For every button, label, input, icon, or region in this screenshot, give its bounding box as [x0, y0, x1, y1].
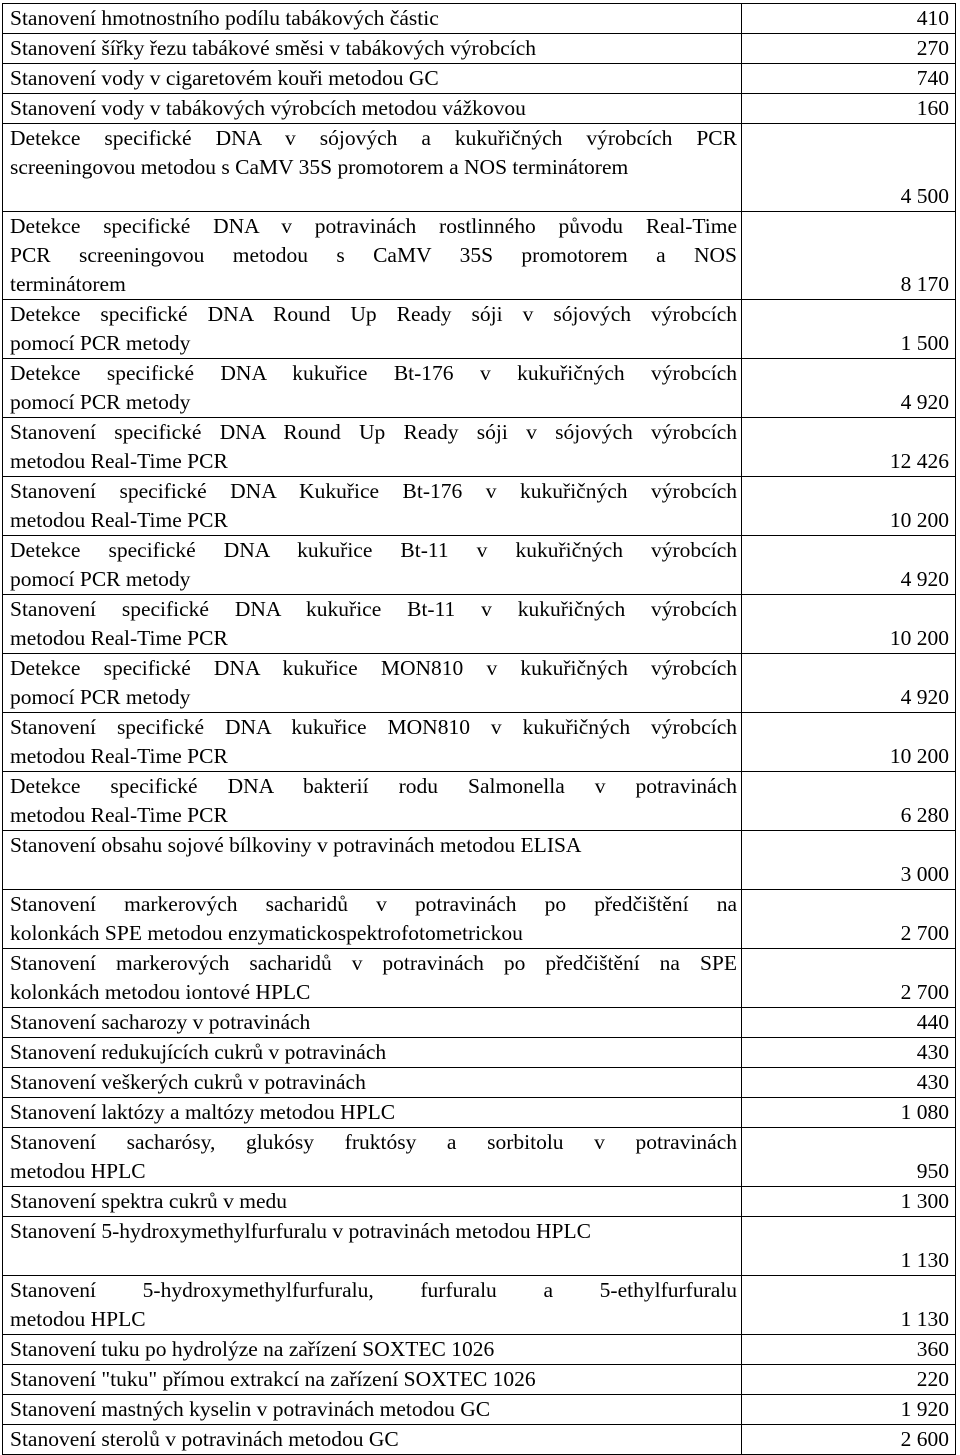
- table-row: [3, 536, 956, 595]
- table-row: [3, 1365, 956, 1395]
- service-name: Stanovení obsahu sojové bílkoviny v potravinách metodou ELISA: [3, 831, 742, 890]
- service-price: 8 170: [742, 212, 956, 300]
- table-row: [3, 1395, 956, 1425]
- table-row: [3, 1128, 956, 1187]
- service-name: Detekce specifické DNA Round Up Ready sóji v sójových výrobcích pomocí PCR metody: [3, 300, 742, 359]
- service-price: 4 500: [742, 124, 956, 212]
- service-price: 4 920: [742, 654, 956, 713]
- service-price: 1 300: [742, 1187, 956, 1217]
- table-row: [3, 1068, 956, 1098]
- service-price: 2 700: [742, 949, 956, 1008]
- table-row: [3, 300, 956, 359]
- service-name: Stanovení vody v tabákových výrobcích metodou vážkovou: [3, 94, 742, 124]
- table-row: [3, 1008, 956, 1038]
- table-row: [3, 772, 956, 831]
- table-row: [3, 713, 956, 772]
- service-name: Stanovení markerových sacharidů v potravinách po předčištění na SPE kolonkách metodou iontové HPLC: [3, 949, 742, 1008]
- table-row: [3, 1425, 956, 1455]
- table-row: [3, 94, 956, 124]
- service-price: 1 920: [742, 1395, 956, 1425]
- table-row: [3, 831, 956, 890]
- table-row: [3, 1276, 956, 1335]
- service-price: 1 130: [742, 1276, 956, 1335]
- service-name: Stanovení vody v cigaretovém kouři metodou GC: [3, 64, 742, 94]
- service-name: Stanovení šířky řezu tabákové směsi v tabákových výrobcích: [3, 34, 742, 64]
- service-name: Detekce specifické DNA v sójových a kukuřičných výrobcích PCR screeningovou metodou s CaMV 35S promotorem a NOS terminátorem: [3, 124, 742, 212]
- service-price: 6 280: [742, 772, 956, 831]
- table-row: [3, 1038, 956, 1068]
- service-price: 4 920: [742, 536, 956, 595]
- service-price: 3 000: [742, 831, 956, 890]
- service-price: 4 920: [742, 359, 956, 418]
- service-name: Stanovení laktózy a maltózy metodou HPLC: [3, 1098, 742, 1128]
- table-row: [3, 1335, 956, 1365]
- service-price: 440: [742, 1008, 956, 1038]
- table-row: [3, 477, 956, 536]
- service-price: 270: [742, 34, 956, 64]
- service-name: Stanovení sacharozy v potravinách: [3, 1008, 742, 1038]
- service-price: 2 600: [742, 1425, 956, 1455]
- service-price: 1 500: [742, 300, 956, 359]
- table-row: [3, 595, 956, 654]
- table-row: [3, 1217, 956, 1276]
- table-row: [3, 890, 956, 949]
- table-row: [3, 1098, 956, 1128]
- service-name: Detekce specifické DNA bakterií rodu Salmonella v potravinách metodou Real-Time PCR: [3, 772, 742, 831]
- service-name: Stanovení 5-hydroxymethylfurfuralu v potravinách metodou HPLC: [3, 1217, 742, 1276]
- service-name: Detekce specifické DNA v potravinách rostlinného původu Real-Time PCR screeningovou metodou s CaMV 35S promotorem a NOS terminátorem: [3, 212, 742, 300]
- service-name: Stanovení specifické DNA kukuřice MON810 v kukuřičných výrobcích metodou Real-Time PCR: [3, 713, 742, 772]
- table-row: [3, 1187, 956, 1217]
- service-price: 1 130: [742, 1217, 956, 1276]
- service-price: 160: [742, 94, 956, 124]
- service-name: Stanovení veškerých cukrů v potravinách: [3, 1068, 742, 1098]
- service-name: Stanovení spektra cukrů v medu: [3, 1187, 742, 1217]
- table-row: [3, 4, 956, 34]
- table-row: [3, 418, 956, 477]
- service-price: 740: [742, 64, 956, 94]
- table-row: [3, 212, 956, 300]
- table-row: [3, 64, 956, 94]
- price-list-body: [3, 4, 956, 1455]
- service-price: 10 200: [742, 477, 956, 536]
- service-name: Stanovení mastných kyselin v potravinách metodou GC: [3, 1395, 742, 1425]
- table-row: [3, 34, 956, 64]
- service-price: 1 080: [742, 1098, 956, 1128]
- service-price: 430: [742, 1038, 956, 1068]
- price-list-table: [2, 3, 956, 1455]
- service-price: 220: [742, 1365, 956, 1395]
- service-price: 2 700: [742, 890, 956, 949]
- table-row: [3, 949, 956, 1008]
- service-price: 360: [742, 1335, 956, 1365]
- table-row: [3, 359, 956, 418]
- service-name: Stanovení hmotnostního podílu tabákových částic: [3, 4, 742, 34]
- service-name: Stanovení sterolů v potravinách metodou GC: [3, 1425, 742, 1455]
- service-name: Stanovení sacharósy, glukósy fruktósy a sorbitolu v potravinách metodou HPLC: [3, 1128, 742, 1187]
- service-price: 410: [742, 4, 956, 34]
- service-price: 10 200: [742, 595, 956, 654]
- service-price: 950: [742, 1128, 956, 1187]
- service-name: Stanovení specifické DNA Kukuřice Bt-176 v kukuřičných výrobcích metodou Real-Time PCR: [3, 477, 742, 536]
- service-name: Detekce specifické DNA kukuřice MON810 v kukuřičných výrobcích pomocí PCR metody: [3, 654, 742, 713]
- table-row: [3, 124, 956, 212]
- table-row: [3, 654, 956, 713]
- service-name: Stanovení specifické DNA kukuřice Bt-11 v kukuřičných výrobcích metodou Real-Time PCR: [3, 595, 742, 654]
- service-price: 10 200: [742, 713, 956, 772]
- service-price: 430: [742, 1068, 956, 1098]
- service-name: Stanovení specifické DNA Round Up Ready sóji v sójových výrobcích metodou Real-Time PCR: [3, 418, 742, 477]
- service-name: Stanovení 5-hydroxymethylfurfuralu, furfuralu a 5-ethylfurfuralu metodou HPLC: [3, 1276, 742, 1335]
- service-name: Stanovení redukujících cukrů v potravinách: [3, 1038, 742, 1068]
- service-name: Detekce specifické DNA kukuřice Bt-11 v kukuřičných výrobcích pomocí PCR metody: [3, 536, 742, 595]
- service-name: Stanovení "tuku" přímou extrakcí na zařízení SOXTEC 1026: [3, 1365, 742, 1395]
- service-name: Stanovení markerových sacharidů v potravinách po předčištění na kolonkách SPE metodou enzymatickospektrofotometrickou: [3, 890, 742, 949]
- service-price: 12 426: [742, 418, 956, 477]
- service-name: Detekce specifické DNA kukuřice Bt-176 v kukuřičných výrobcích pomocí PCR metody: [3, 359, 742, 418]
- service-name: Stanovení tuku po hydrolýze na zařízení SOXTEC 1026: [3, 1335, 742, 1365]
